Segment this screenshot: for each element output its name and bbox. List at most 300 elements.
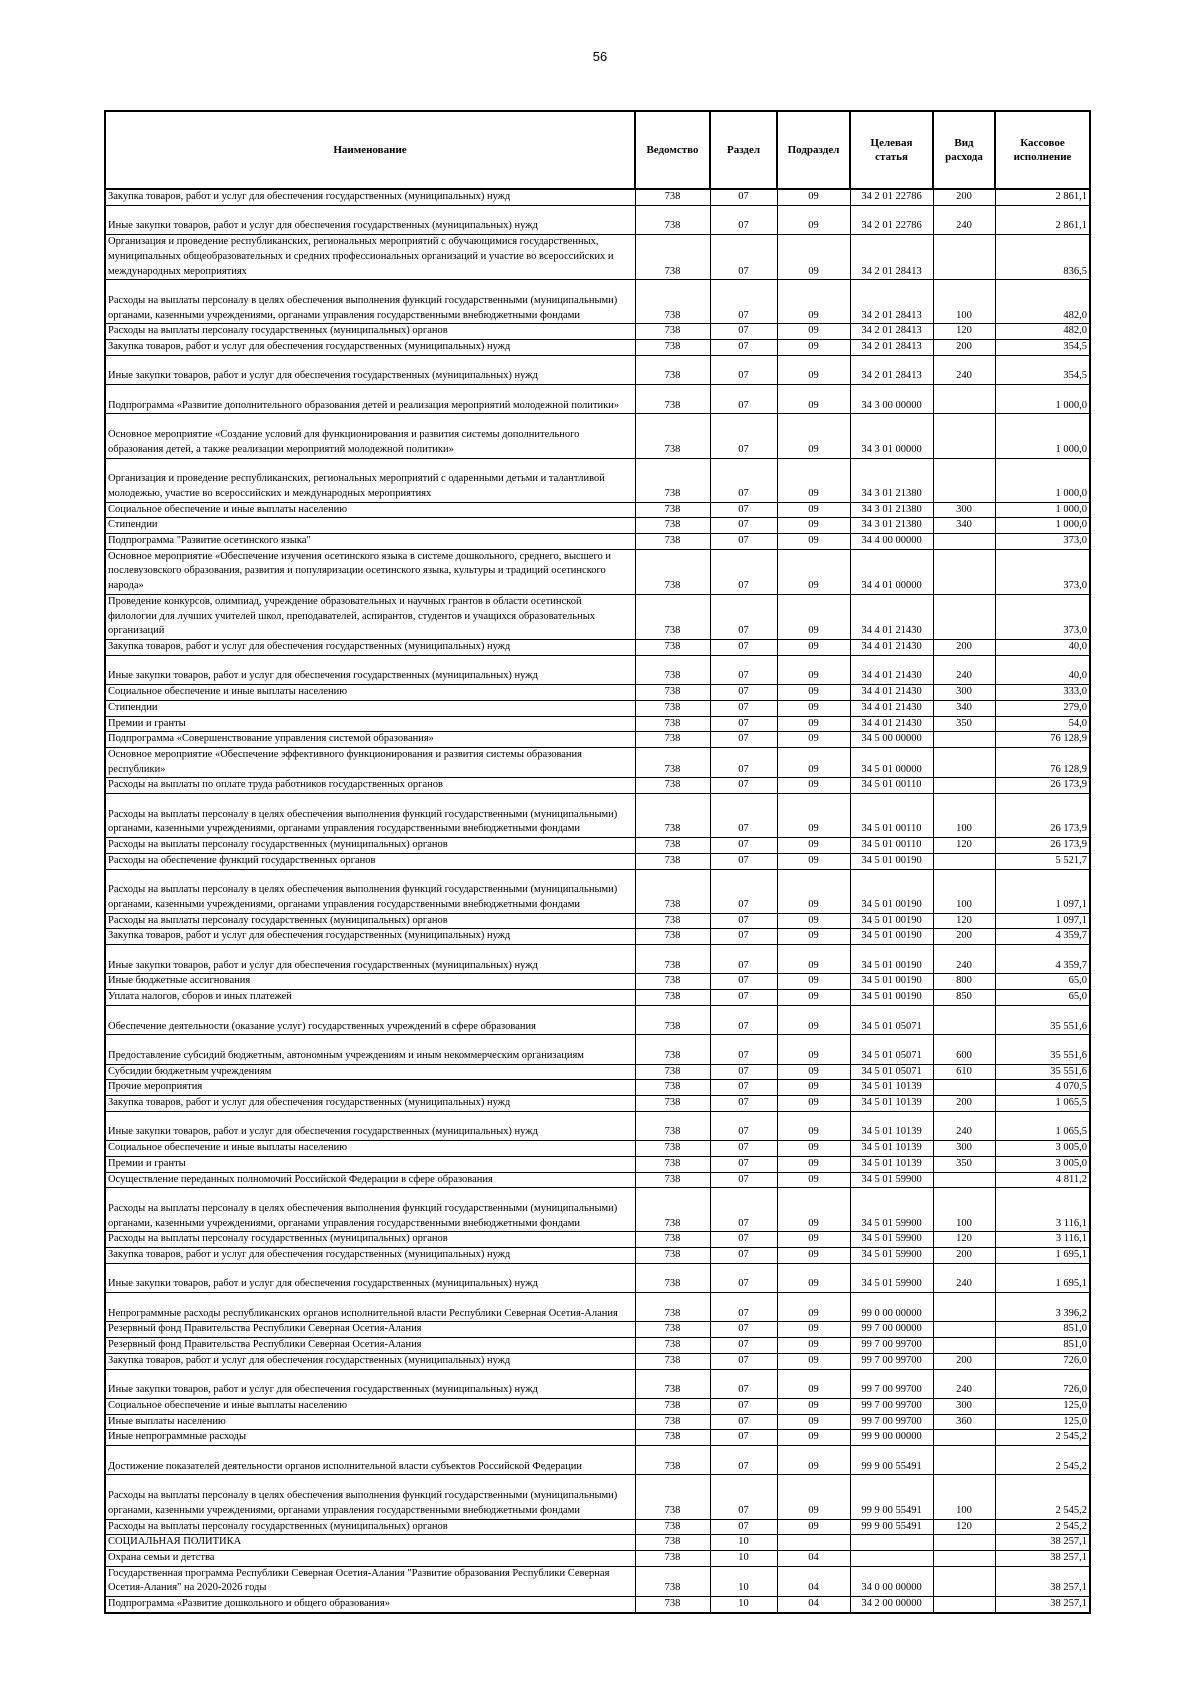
row-name: Расходы на выплаты по оплате труда работников государственных органов — [105, 778, 635, 794]
row-subsection: 09 — [777, 1172, 850, 1188]
header-department: Ведомство — [635, 111, 710, 189]
row-target-article: 34 2 01 28413 — [850, 340, 933, 356]
row-expense-type — [933, 1322, 995, 1338]
row-name: Достижение показателей деятельности органов исполнительной власти субъектов Российской Федерации — [105, 1446, 635, 1475]
row-section: 07 — [710, 838, 777, 854]
row-expense-type — [933, 1550, 995, 1566]
row-target-article: 99 7 00 99700 — [850, 1338, 933, 1354]
row-expense-type: 350 — [933, 1156, 995, 1172]
row-department: 738 — [635, 534, 710, 550]
table-row — [105, 929, 1090, 945]
row-amount: 1 097,1 — [995, 869, 1090, 913]
table-row — [105, 794, 1090, 838]
row-expense-type: 300 — [933, 685, 995, 701]
row-target-article: 34 2 01 22786 — [850, 189, 933, 205]
row-subsection: 09 — [777, 732, 850, 748]
row-expense-type: 300 — [933, 1141, 995, 1157]
row-department: 738 — [635, 1263, 710, 1292]
row-expense-type: 200 — [933, 1248, 995, 1264]
table-row — [105, 1156, 1090, 1172]
row-section: 07 — [710, 716, 777, 732]
row-target-article: 34 3 01 00000 — [850, 414, 933, 458]
row-section: 07 — [710, 732, 777, 748]
row-department: 738 — [635, 869, 710, 913]
row-department: 738 — [635, 1188, 710, 1232]
row-amount: 1 000,0 — [995, 458, 1090, 502]
row-name: Расходы на выплаты персоналу в целях обеспечения выполнения функций государственными (муниципальными) органами, казенными учреждениями, органами управления государственными внебюджетными фондами — [105, 794, 635, 838]
row-section: 07 — [710, 700, 777, 716]
row-expense-type: 120 — [933, 838, 995, 854]
row-name: Обеспечение деятельности (оказание услуг) государственных учреждений в сфере образования — [105, 1005, 635, 1034]
table-row — [105, 945, 1090, 974]
row-expense-type: 610 — [933, 1064, 995, 1080]
row-name: Социальное обеспечение и иные выплаты населению — [105, 1398, 635, 1414]
row-target-article: 34 5 01 59900 — [850, 1188, 933, 1232]
table-row — [105, 414, 1090, 458]
row-subsection: 09 — [777, 1519, 850, 1535]
row-amount: 2 545,2 — [995, 1519, 1090, 1535]
row-expense-type: 100 — [933, 1475, 995, 1519]
row-name: Резервный фонд Правительства Республики Северная Осетия-Алания — [105, 1322, 635, 1338]
row-name: Иные закупки товаров, работ и услуг для обеспечения государственных (муниципальных) нужд — [105, 945, 635, 974]
row-name: Социальное обеспечение и иные выплаты населению — [105, 502, 635, 518]
row-name: Субсидии бюджетным учреждениям — [105, 1064, 635, 1080]
row-section: 10 — [710, 1535, 777, 1551]
row-section: 07 — [710, 1172, 777, 1188]
table-row — [105, 869, 1090, 913]
row-section: 07 — [710, 974, 777, 990]
row-amount: 1 000,0 — [995, 385, 1090, 414]
row-section: 07 — [710, 1005, 777, 1034]
row-department: 738 — [635, 974, 710, 990]
row-amount: 65,0 — [995, 974, 1090, 990]
row-amount: 1 065,5 — [995, 1111, 1090, 1140]
row-target-article: 34 4 01 21430 — [850, 655, 933, 684]
row-department: 738 — [635, 794, 710, 838]
table-row — [105, 1566, 1090, 1596]
row-expense-type — [933, 414, 995, 458]
row-department: 738 — [635, 990, 710, 1006]
row-expense-type: 800 — [933, 974, 995, 990]
row-name: Иные закупки товаров, работ и услуг для обеспечения государственных (муниципальных) нужд — [105, 1369, 635, 1398]
row-subsection: 09 — [777, 1475, 850, 1519]
row-subsection: 09 — [777, 502, 850, 518]
row-section: 07 — [710, 1188, 777, 1232]
row-target-article: 34 3 01 21380 — [850, 502, 933, 518]
table-row — [105, 853, 1090, 869]
row-subsection: 09 — [777, 355, 850, 384]
table-row — [105, 1064, 1090, 1080]
row-name: Основное мероприятие «Обеспечение эффективного функционирования и развития системы образования республики» — [105, 747, 635, 777]
row-subsection: 09 — [777, 1430, 850, 1446]
row-subsection: 09 — [777, 1232, 850, 1248]
row-subsection: 09 — [777, 1141, 850, 1157]
row-target-article: 34 5 01 00190 — [850, 869, 933, 913]
table-row — [105, 594, 1090, 639]
row-name: Предоставление субсидий бюджетным, автономным учреждениям и иным некоммерческим организациям — [105, 1035, 635, 1064]
row-amount: 726,0 — [995, 1353, 1090, 1369]
row-target-article: 99 9 00 55491 — [850, 1475, 933, 1519]
row-target-article: 34 4 01 21430 — [850, 700, 933, 716]
row-expense-type — [933, 458, 995, 502]
row-department: 738 — [635, 1550, 710, 1566]
row-expense-type — [933, 853, 995, 869]
row-subsection: 09 — [777, 700, 850, 716]
table-row — [105, 1430, 1090, 1446]
row-amount: 2 545,2 — [995, 1475, 1090, 1519]
row-name: Подпрограмма «Развитие дошкольного и общего образования» — [105, 1597, 635, 1613]
row-section: 07 — [710, 1293, 777, 1322]
row-target-article: 99 9 00 55491 — [850, 1519, 933, 1535]
row-expense-type — [933, 1172, 995, 1188]
table-row — [105, 974, 1090, 990]
row-amount: 26 173,9 — [995, 794, 1090, 838]
row-name: Охрана семьи и детства — [105, 1550, 635, 1566]
row-amount: 482,0 — [995, 280, 1090, 324]
row-section: 07 — [710, 549, 777, 594]
row-target-article: 34 5 01 00110 — [850, 794, 933, 838]
row-subsection: 09 — [777, 869, 850, 913]
row-expense-type: 240 — [933, 205, 995, 234]
row-department: 738 — [635, 640, 710, 656]
table-row — [105, 235, 1090, 280]
row-expense-type: 300 — [933, 1398, 995, 1414]
row-target-article: 99 9 00 00000 — [850, 1430, 933, 1446]
row-amount: 4 359,7 — [995, 945, 1090, 974]
row-department: 738 — [635, 205, 710, 234]
table-row — [105, 685, 1090, 701]
row-name: Иные выплаты населению — [105, 1414, 635, 1430]
row-subsection: 09 — [777, 1369, 850, 1398]
budget-table — [104, 110, 1091, 1614]
table-row — [105, 280, 1090, 324]
row-department: 738 — [635, 1035, 710, 1064]
row-name: Стипендии — [105, 518, 635, 534]
row-name: Прочие мероприятия — [105, 1080, 635, 1096]
row-name: Стипендии — [105, 700, 635, 716]
row-target-article: 34 5 01 00110 — [850, 838, 933, 854]
table-row — [105, 1414, 1090, 1430]
row-target-article: 34 2 01 28413 — [850, 355, 933, 384]
row-target-article: 34 4 01 00000 — [850, 549, 933, 594]
row-department: 738 — [635, 385, 710, 414]
row-expense-type: 600 — [933, 1035, 995, 1064]
row-name: Иные закупки товаров, работ и услуг для обеспечения государственных (муниципальных) нужд — [105, 355, 635, 384]
table-row — [105, 778, 1090, 794]
row-name: Иные закупки товаров, работ и услуг для обеспечения государственных (муниципальных) нужд — [105, 655, 635, 684]
row-subsection: 09 — [777, 1338, 850, 1354]
row-department: 738 — [635, 1080, 710, 1096]
row-department: 738 — [635, 1369, 710, 1398]
row-name: Иные закупки товаров, работ и услуг для обеспечения государственных (муниципальных) нужд — [105, 205, 635, 234]
row-expense-type — [933, 1446, 995, 1475]
row-amount: 125,0 — [995, 1414, 1090, 1430]
row-subsection: 09 — [777, 385, 850, 414]
row-amount: 851,0 — [995, 1338, 1090, 1354]
row-amount: 851,0 — [995, 1322, 1090, 1338]
row-amount: 38 257,1 — [995, 1550, 1090, 1566]
row-section: 10 — [710, 1597, 777, 1613]
row-section: 07 — [710, 1064, 777, 1080]
row-department: 738 — [635, 458, 710, 502]
row-target-article: 34 3 00 00000 — [850, 385, 933, 414]
row-amount: 3 116,1 — [995, 1188, 1090, 1232]
row-name: Закупка товаров, работ и услуг для обеспечения государственных (муниципальных) нужд — [105, 929, 635, 945]
row-subsection: 09 — [777, 205, 850, 234]
table-row — [105, 1353, 1090, 1369]
row-section: 07 — [710, 913, 777, 929]
row-section: 07 — [710, 1519, 777, 1535]
row-department: 738 — [635, 1398, 710, 1414]
row-section: 10 — [710, 1566, 777, 1596]
table-row — [105, 1293, 1090, 1322]
row-section: 07 — [710, 1111, 777, 1140]
row-name: Расходы на выплаты персоналу государственных (муниципальных) органов — [105, 838, 635, 854]
row-expense-type — [933, 534, 995, 550]
row-name: Закупка товаров, работ и услуг для обеспечения государственных (муниципальных) нужд — [105, 1248, 635, 1264]
row-subsection: 09 — [777, 945, 850, 974]
row-expense-type: 200 — [933, 1353, 995, 1369]
row-name: Закупка товаров, работ и услуг для обеспечения государственных (муниципальных) нужд — [105, 1096, 635, 1112]
row-name: Организация и проведение республиканских, региональных мероприятий с обучающимися государственных, муниципальных общеобразовательных и средних профессиональных организаций и участие во всероссийских и международных мероприятиях — [105, 235, 635, 280]
row-expense-type: 100 — [933, 869, 995, 913]
row-section: 07 — [710, 1096, 777, 1112]
row-subsection: 04 — [777, 1550, 850, 1566]
row-name: Социальное обеспечение и иные выплаты населению — [105, 685, 635, 701]
table-row — [105, 1550, 1090, 1566]
row-department: 738 — [635, 324, 710, 340]
row-target-article: 34 5 01 10139 — [850, 1111, 933, 1140]
row-department: 738 — [635, 189, 710, 205]
table-row — [105, 747, 1090, 777]
row-section: 07 — [710, 458, 777, 502]
row-section: 07 — [710, 1353, 777, 1369]
row-target-article: 34 4 01 21430 — [850, 716, 933, 732]
row-subsection: 09 — [777, 716, 850, 732]
row-amount: 38 257,1 — [995, 1566, 1090, 1596]
row-department: 738 — [635, 355, 710, 384]
row-amount: 279,0 — [995, 700, 1090, 716]
row-department: 738 — [635, 1064, 710, 1080]
row-subsection: 09 — [777, 1080, 850, 1096]
row-target-article: 99 7 00 99700 — [850, 1369, 933, 1398]
table-row — [105, 1338, 1090, 1354]
row-name: Расходы на выплаты персоналу в целях обеспечения выполнения функций государственными (муниципальными) органами, казенными учреждениями, органами управления государственными внебюджетными фондами — [105, 1188, 635, 1232]
table-row — [105, 655, 1090, 684]
table-row — [105, 1475, 1090, 1519]
row-department: 738 — [635, 340, 710, 356]
row-target-article: 34 5 01 05071 — [850, 1005, 933, 1034]
table-row — [105, 1263, 1090, 1292]
row-target-article: 34 5 01 10139 — [850, 1141, 933, 1157]
row-amount: 2 545,2 — [995, 1430, 1090, 1446]
row-expense-type: 360 — [933, 1414, 995, 1430]
row-section: 07 — [710, 502, 777, 518]
table-row — [105, 1141, 1090, 1157]
row-subsection: 09 — [777, 189, 850, 205]
row-department: 738 — [635, 1232, 710, 1248]
row-section: 07 — [710, 1322, 777, 1338]
row-expense-type: 200 — [933, 340, 995, 356]
row-department: 738 — [635, 1414, 710, 1430]
table-row — [105, 1519, 1090, 1535]
row-target-article: 34 5 01 00190 — [850, 853, 933, 869]
table-row — [105, 1398, 1090, 1414]
row-section: 07 — [710, 747, 777, 777]
row-expense-type: 340 — [933, 700, 995, 716]
row-amount: 836,5 — [995, 235, 1090, 280]
row-department: 738 — [635, 838, 710, 854]
table-row — [105, 716, 1090, 732]
row-section: 07 — [710, 990, 777, 1006]
row-name: Расходы на выплаты персоналу государственных (муниципальных) органов — [105, 324, 635, 340]
row-amount: 4 070,5 — [995, 1080, 1090, 1096]
header-target-article: Целевая статья — [850, 111, 933, 189]
row-amount: 35 551,6 — [995, 1064, 1090, 1080]
row-amount: 40,0 — [995, 640, 1090, 656]
row-section: 07 — [710, 640, 777, 656]
table-row — [105, 1597, 1090, 1613]
row-expense-type: 350 — [933, 716, 995, 732]
row-department: 738 — [635, 594, 710, 639]
row-section: 07 — [710, 1080, 777, 1096]
row-department: 738 — [635, 853, 710, 869]
row-expense-type: 240 — [933, 655, 995, 684]
row-amount: 1 065,5 — [995, 1096, 1090, 1112]
row-amount: 2 861,1 — [995, 189, 1090, 205]
row-target-article: 99 7 00 99700 — [850, 1353, 933, 1369]
row-name: Расходы на выплаты персоналу государственных (муниципальных) органов — [105, 1519, 635, 1535]
row-name: Иные непрограммные расходы — [105, 1430, 635, 1446]
row-target-article: 34 5 01 00190 — [850, 974, 933, 990]
row-amount: 3 005,0 — [995, 1156, 1090, 1172]
row-target-article: 34 4 01 21430 — [850, 640, 933, 656]
table-row — [105, 189, 1090, 205]
table-row — [105, 700, 1090, 716]
row-target-article: 34 4 01 21430 — [850, 594, 933, 639]
row-expense-type — [933, 235, 995, 280]
table-row — [105, 1172, 1090, 1188]
row-amount: 65,0 — [995, 990, 1090, 1006]
row-section: 07 — [710, 1414, 777, 1430]
row-target-article — [850, 1535, 933, 1551]
table-row — [105, 838, 1090, 854]
row-expense-type: 300 — [933, 502, 995, 518]
row-expense-type: 240 — [933, 1111, 995, 1140]
row-subsection: 09 — [777, 549, 850, 594]
row-amount: 373,0 — [995, 534, 1090, 550]
row-target-article: 99 7 00 00000 — [850, 1322, 933, 1338]
row-subsection: 09 — [777, 1111, 850, 1140]
row-department: 738 — [635, 1111, 710, 1140]
row-department: 738 — [635, 235, 710, 280]
row-expense-type: 200 — [933, 1096, 995, 1112]
row-subsection: 09 — [777, 594, 850, 639]
header-subsection: Подраздел — [777, 111, 850, 189]
row-subsection: 09 — [777, 853, 850, 869]
row-target-article: 99 7 00 99700 — [850, 1398, 933, 1414]
row-subsection: 09 — [777, 990, 850, 1006]
row-subsection: 09 — [777, 929, 850, 945]
row-section: 07 — [710, 1141, 777, 1157]
row-department: 738 — [635, 716, 710, 732]
row-target-article: 34 5 01 05071 — [850, 1035, 933, 1064]
row-section: 07 — [710, 1035, 777, 1064]
row-name: Расходы на выплаты персоналу в целях обеспечения выполнения функций государственными (муниципальными) органами, казенными учреждениями, органами управления государственными внебюджетными фондами — [105, 280, 635, 324]
row-target-article: 34 0 00 00000 — [850, 1566, 933, 1596]
row-amount: 333,0 — [995, 685, 1090, 701]
row-target-article: 34 5 01 00190 — [850, 929, 933, 945]
row-name: СОЦИАЛЬНАЯ ПОЛИТИКА — [105, 1535, 635, 1551]
row-target-article: 34 5 01 59900 — [850, 1248, 933, 1264]
row-target-article: 34 5 01 00000 — [850, 747, 933, 777]
row-name: Закупка товаров, работ и услуг для обеспечения государственных (муниципальных) нужд — [105, 189, 635, 205]
row-amount: 726,0 — [995, 1369, 1090, 1398]
row-subsection: 09 — [777, 794, 850, 838]
row-section: 07 — [710, 205, 777, 234]
row-target-article: 34 3 01 21380 — [850, 518, 933, 534]
row-target-article: 34 5 01 00190 — [850, 913, 933, 929]
row-subsection: 09 — [777, 1414, 850, 1430]
table-row — [105, 1535, 1090, 1551]
table-row — [105, 1111, 1090, 1140]
row-name: Иные закупки товаров, работ и услуг для обеспечения государственных (муниципальных) нужд — [105, 1263, 635, 1292]
table-header-row — [105, 111, 1090, 189]
row-expense-type: 120 — [933, 913, 995, 929]
row-subsection: 09 — [777, 838, 850, 854]
row-name: Расходы на выплаты персоналу в целях обеспечения выполнения функций государственными (муниципальными) органами, казенными учреждениями, органами управления государственными внебюджетными фондами — [105, 869, 635, 913]
row-section: 07 — [710, 1430, 777, 1446]
table-row — [105, 355, 1090, 384]
row-section: 07 — [710, 929, 777, 945]
table-row — [105, 340, 1090, 356]
row-amount: 1 000,0 — [995, 502, 1090, 518]
row-amount: 26 173,9 — [995, 838, 1090, 854]
row-subsection: 09 — [777, 655, 850, 684]
row-expense-type: 200 — [933, 640, 995, 656]
row-section: 07 — [710, 869, 777, 913]
row-subsection: 09 — [777, 1398, 850, 1414]
row-section: 07 — [710, 778, 777, 794]
row-section: 07 — [710, 1369, 777, 1398]
header-section: Раздел — [710, 111, 777, 189]
table-row — [105, 1005, 1090, 1034]
row-name: Расходы на обеспечение функций государственных органов — [105, 853, 635, 869]
row-amount: 3 396,2 — [995, 1293, 1090, 1322]
row-subsection: 09 — [777, 1293, 850, 1322]
row-subsection: 09 — [777, 913, 850, 929]
row-subsection: 09 — [777, 1035, 850, 1064]
row-name: Закупка товаров, работ и услуг для обеспечения государственных (муниципальных) нужд — [105, 340, 635, 356]
row-expense-type: 340 — [933, 518, 995, 534]
row-department: 738 — [635, 913, 710, 929]
row-subsection: 09 — [777, 778, 850, 794]
row-amount: 3 116,1 — [995, 1232, 1090, 1248]
row-subsection: 09 — [777, 1064, 850, 1080]
row-expense-type — [933, 1080, 995, 1096]
row-expense-type — [933, 747, 995, 777]
row-subsection: 09 — [777, 518, 850, 534]
row-target-article: 34 5 01 05071 — [850, 1064, 933, 1080]
row-expense-type — [933, 1566, 995, 1596]
row-amount: 373,0 — [995, 594, 1090, 639]
row-amount: 373,0 — [995, 549, 1090, 594]
row-department: 738 — [635, 1172, 710, 1188]
row-department: 738 — [635, 549, 710, 594]
row-name: Иные бюджетные ассигнования — [105, 974, 635, 990]
row-department: 738 — [635, 700, 710, 716]
row-expense-type: 200 — [933, 929, 995, 945]
